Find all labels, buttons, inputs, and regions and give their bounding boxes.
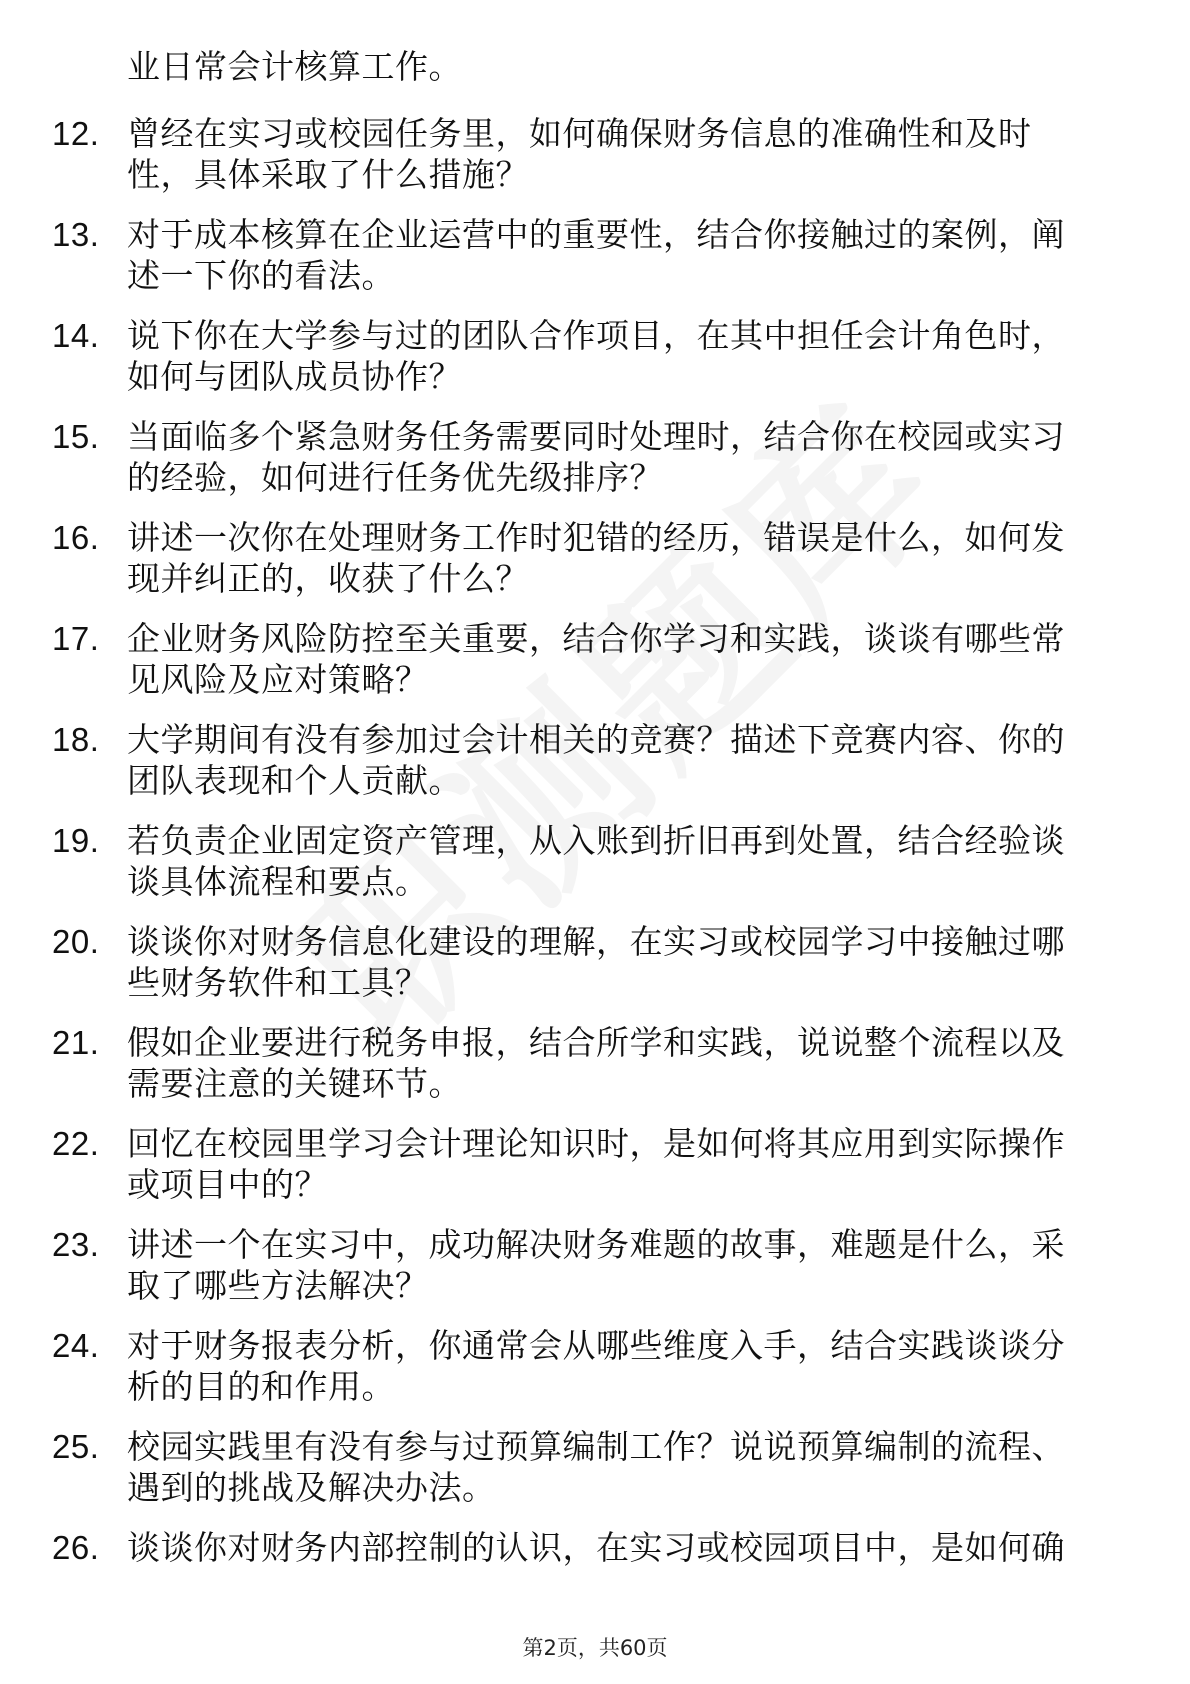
question-number: 22. xyxy=(52,1125,100,1162)
question-number: 12. xyxy=(52,115,100,152)
question-text: 讲述一个在实习中，成功解决财务难题的故事，难题是什么，采 取了哪些方法解决？ xyxy=(127,1225,1065,1305)
question-text: 回忆在校园里学习会计理论知识时，是如何将其应用到实际操作 或项目中的？ xyxy=(127,1124,1065,1204)
page-footer: 第2页，共60页 xyxy=(522,1636,668,1660)
question-text: 大学期间有没有参加过会计相关的竞赛？描述下竞赛内容、你的 团队表现和个人贡献。 xyxy=(127,720,1065,800)
question-item xyxy=(52,1224,1122,1325)
question-text: 曾经在实习或校园任务里，如何确保财务信息的准确性和及时 性，具体采取了什么措施？ xyxy=(127,114,1032,194)
continuation-text: 业日常会计核算工作。 xyxy=(127,47,462,86)
question-number: 14. xyxy=(52,317,100,354)
question-item xyxy=(52,1022,1122,1123)
question-text: 假如企业要进行税务申报，结合所学和实践，说说整个流程以及 需要注意的关键环节。 xyxy=(127,1023,1065,1103)
question-item xyxy=(52,618,1122,719)
question-text: 谈谈你对财务内部控制的认识，在实习或校园项目中，是如何确 xyxy=(127,1528,1065,1567)
question-number: 21. xyxy=(52,1024,100,1061)
question-number: 23. xyxy=(52,1226,100,1263)
question-text: 当面临多个紧急财务任务需要同时处理时，结合你在校园或实习 的经验，如何进行任务优先级排序？ xyxy=(127,417,1065,497)
question-item xyxy=(52,1325,1122,1426)
question-text: 谈谈你对财务信息化建设的理解，在实习或校园学习中接触过哪 些财务软件和工具？ xyxy=(127,922,1065,1002)
question-item xyxy=(52,517,1122,618)
question-item xyxy=(52,113,1122,214)
question-list xyxy=(52,113,1122,1628)
question-text: 讲述一次你在处理财务工作时犯错的经历，错误是什么，如何发 现并纠正的，收获了什么？ xyxy=(127,518,1065,598)
question-item xyxy=(52,416,1122,517)
question-item xyxy=(52,921,1122,1022)
question-number: 16. xyxy=(52,519,100,556)
question-text: 企业财务风险防控至关重要，结合你学习和实践，谈谈有哪些常 见风险及应对策略？ xyxy=(127,619,1065,699)
question-number: 20. xyxy=(52,923,100,960)
question-number: 25. xyxy=(52,1428,100,1465)
question-item xyxy=(52,1426,1122,1527)
question-number: 19. xyxy=(52,822,100,859)
question-item xyxy=(52,315,1122,416)
question-text: 说下你在大学参与过的团队合作项目，在其中担任会计角色时， 如何与团队成员协作？ xyxy=(127,316,1065,396)
question-number: 24. xyxy=(52,1327,100,1364)
question-number: 13. xyxy=(52,216,100,253)
question-item xyxy=(52,719,1122,820)
question-item xyxy=(52,1527,1122,1628)
question-number: 26. xyxy=(52,1529,100,1566)
question-number: 15. xyxy=(52,418,100,455)
question-number: 17. xyxy=(52,620,100,657)
question-item xyxy=(52,820,1122,921)
question-text: 若负责企业固定资产管理，从入账到折旧再到处置，结合经验谈 谈具体流程和要点。 xyxy=(127,821,1065,901)
question-item xyxy=(52,1123,1122,1224)
question-number: 18. xyxy=(52,721,100,758)
question-text: 对于财务报表分析，你通常会从哪些维度入手，结合实践谈谈分 析的目的和作用。 xyxy=(127,1326,1065,1406)
question-text: 校园实践里有没有参与过预算编制工作？说说预算编制的流程、 遇到的挑战及解决办法。 xyxy=(127,1427,1065,1507)
question-item xyxy=(52,214,1122,315)
question-text: 对于成本核算在企业运营中的重要性，结合你接触过的案例，阐 述一下你的看法。 xyxy=(127,215,1065,295)
